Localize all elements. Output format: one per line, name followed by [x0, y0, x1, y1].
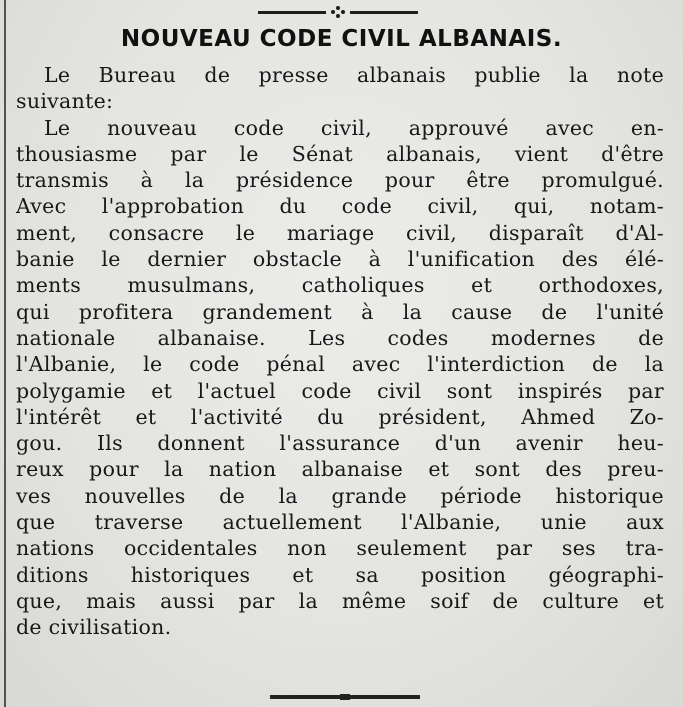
article-body — [16, 62, 664, 641]
column-rule — [4, 0, 6, 707]
article-headline: NOUVEAU CODE CIVIL ALBANAIS. — [120, 26, 563, 52]
article-line: gou. Ils donnent l'assurance d'un avenir heu- — [16, 431, 664, 456]
article-line: l'intérêt et l'activité du président, Ahmed Zo- — [16, 404, 664, 429]
article-line: de civilisation. — [16, 615, 172, 640]
article-line: reux pour la nation albanaise et sont des preu- — [16, 457, 664, 482]
article-line: qui profitera grandement à la cause de l'unité — [16, 299, 664, 324]
article-line: ves nouvelles de la grande période historique — [16, 483, 664, 508]
article-line: suivante: — [16, 89, 114, 114]
article-line: l'Albanie, le code pénal avec l'interdiction de la — [16, 352, 664, 377]
article-line: que, mais aussi par la même soif de culture et — [16, 588, 664, 613]
top-ornament-divider — [258, 6, 418, 18]
article-line: thousiasme par le Sénat albanais, vient d'être — [16, 141, 664, 166]
article-line: nationale albanaise. Les codes modernes de — [16, 325, 664, 350]
article-line: banie le dernier obstacle à l'unification des élé- — [16, 247, 664, 272]
article-line: que traverse actuellement l'Albanie, unie aux — [16, 510, 664, 535]
article-line: Le Bureau de presse albanais publie la note — [44, 63, 664, 87]
article-line: Avec l'approbation du code civil, qui, notam- — [16, 194, 664, 219]
ornament-dots-icon — [330, 6, 346, 18]
article-line: ments musulmans, catholiques et orthodoxes, — [16, 273, 664, 298]
article-line: transmis à la présidence pour être promulgué. — [16, 168, 664, 193]
article-line: nations occidentales non seulement par ses tra- — [16, 536, 664, 561]
article-line: ment, consacre le mariage civil, disparaît d'Al- — [16, 220, 664, 245]
article-line: ditions historiques et sa position géographi- — [16, 562, 664, 587]
article-line: polygamie et l'actuel code civil sont inspirés par — [16, 378, 664, 403]
bottom-divider — [270, 695, 420, 699]
article-line: Le nouveau code civil, approuvé avec en- — [44, 115, 664, 140]
